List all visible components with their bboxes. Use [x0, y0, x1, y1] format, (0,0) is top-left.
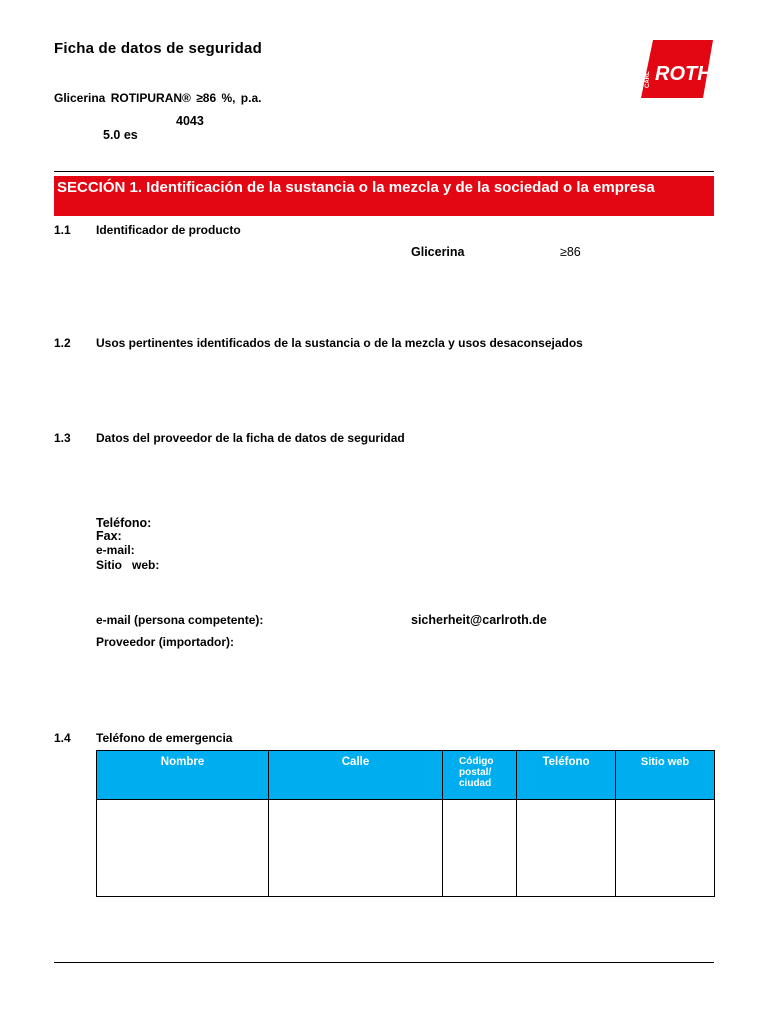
- competent-email-label: e-mail (persona competente):: [96, 613, 264, 627]
- table-cell: [616, 800, 715, 897]
- logo-text: ROTH: [655, 63, 712, 85]
- table-cell: [443, 800, 517, 897]
- version-label: 5.0 es: [103, 128, 138, 142]
- section-1-title: SECCIÓN 1. Identificación de la sustancia o la mezcla y de la sociedad o la empresa: [57, 179, 655, 196]
- substance-name: Glicerina: [411, 245, 465, 259]
- logo-prefix: CARL: [645, 71, 651, 88]
- emergency-contact-table: [96, 750, 715, 897]
- importer-label: Proveedor (importador):: [96, 635, 235, 649]
- document-title: Ficha de datos de seguridad: [54, 40, 262, 57]
- subsection-1-2-number: 1.2: [54, 336, 71, 350]
- subsection-1-2-title: Usos pertinentes identificados de la sustancia o de la mezcla y usos desaconsejados: [96, 336, 583, 350]
- phone-label: Teléfono:: [96, 516, 152, 530]
- substance-concentration: ≥86: [560, 245, 581, 259]
- table-header-street: Calle: [269, 751, 443, 800]
- table-header-name: Nombre: [97, 751, 269, 800]
- table-header-website: Sitio web: [616, 751, 715, 800]
- header-divider: [54, 171, 714, 172]
- subsection-1-1-title: Identificador de producto: [96, 223, 241, 237]
- carl-roth-logo: [641, 40, 713, 98]
- table-header-row: [97, 751, 715, 800]
- subsection-1-4-title: Teléfono de emergencia: [96, 731, 233, 745]
- competent-email-value: sicherheit@carlroth.de: [411, 613, 547, 627]
- registered-mark: ®: [704, 41, 710, 48]
- subsection-1-3-title: Datos del proveedor de la ficha de datos de seguridad: [96, 431, 405, 445]
- table-cell: [517, 800, 616, 897]
- section-1-banner: [54, 176, 714, 216]
- website-label: Sitio web:: [96, 558, 160, 572]
- table-header-phone: Teléfono: [517, 751, 616, 800]
- footer-divider: [54, 962, 714, 963]
- fax-label: Fax:: [96, 529, 122, 543]
- table-cell: [269, 800, 443, 897]
- subsection-1-3-number: 1.3: [54, 431, 71, 445]
- article-number: 4043: [176, 114, 204, 128]
- subsection-1-1-number: 1.1: [54, 223, 71, 237]
- table-row: [97, 800, 715, 897]
- subsection-1-4-number: 1.4: [54, 731, 71, 745]
- table-header-postal-city: Código postal/ ciudad: [443, 751, 517, 800]
- email-label: e-mail:: [96, 543, 135, 557]
- product-name: Glicerina ROTIPURAN® ≥86 %, p.a.: [54, 91, 262, 105]
- table-cell: [97, 800, 269, 897]
